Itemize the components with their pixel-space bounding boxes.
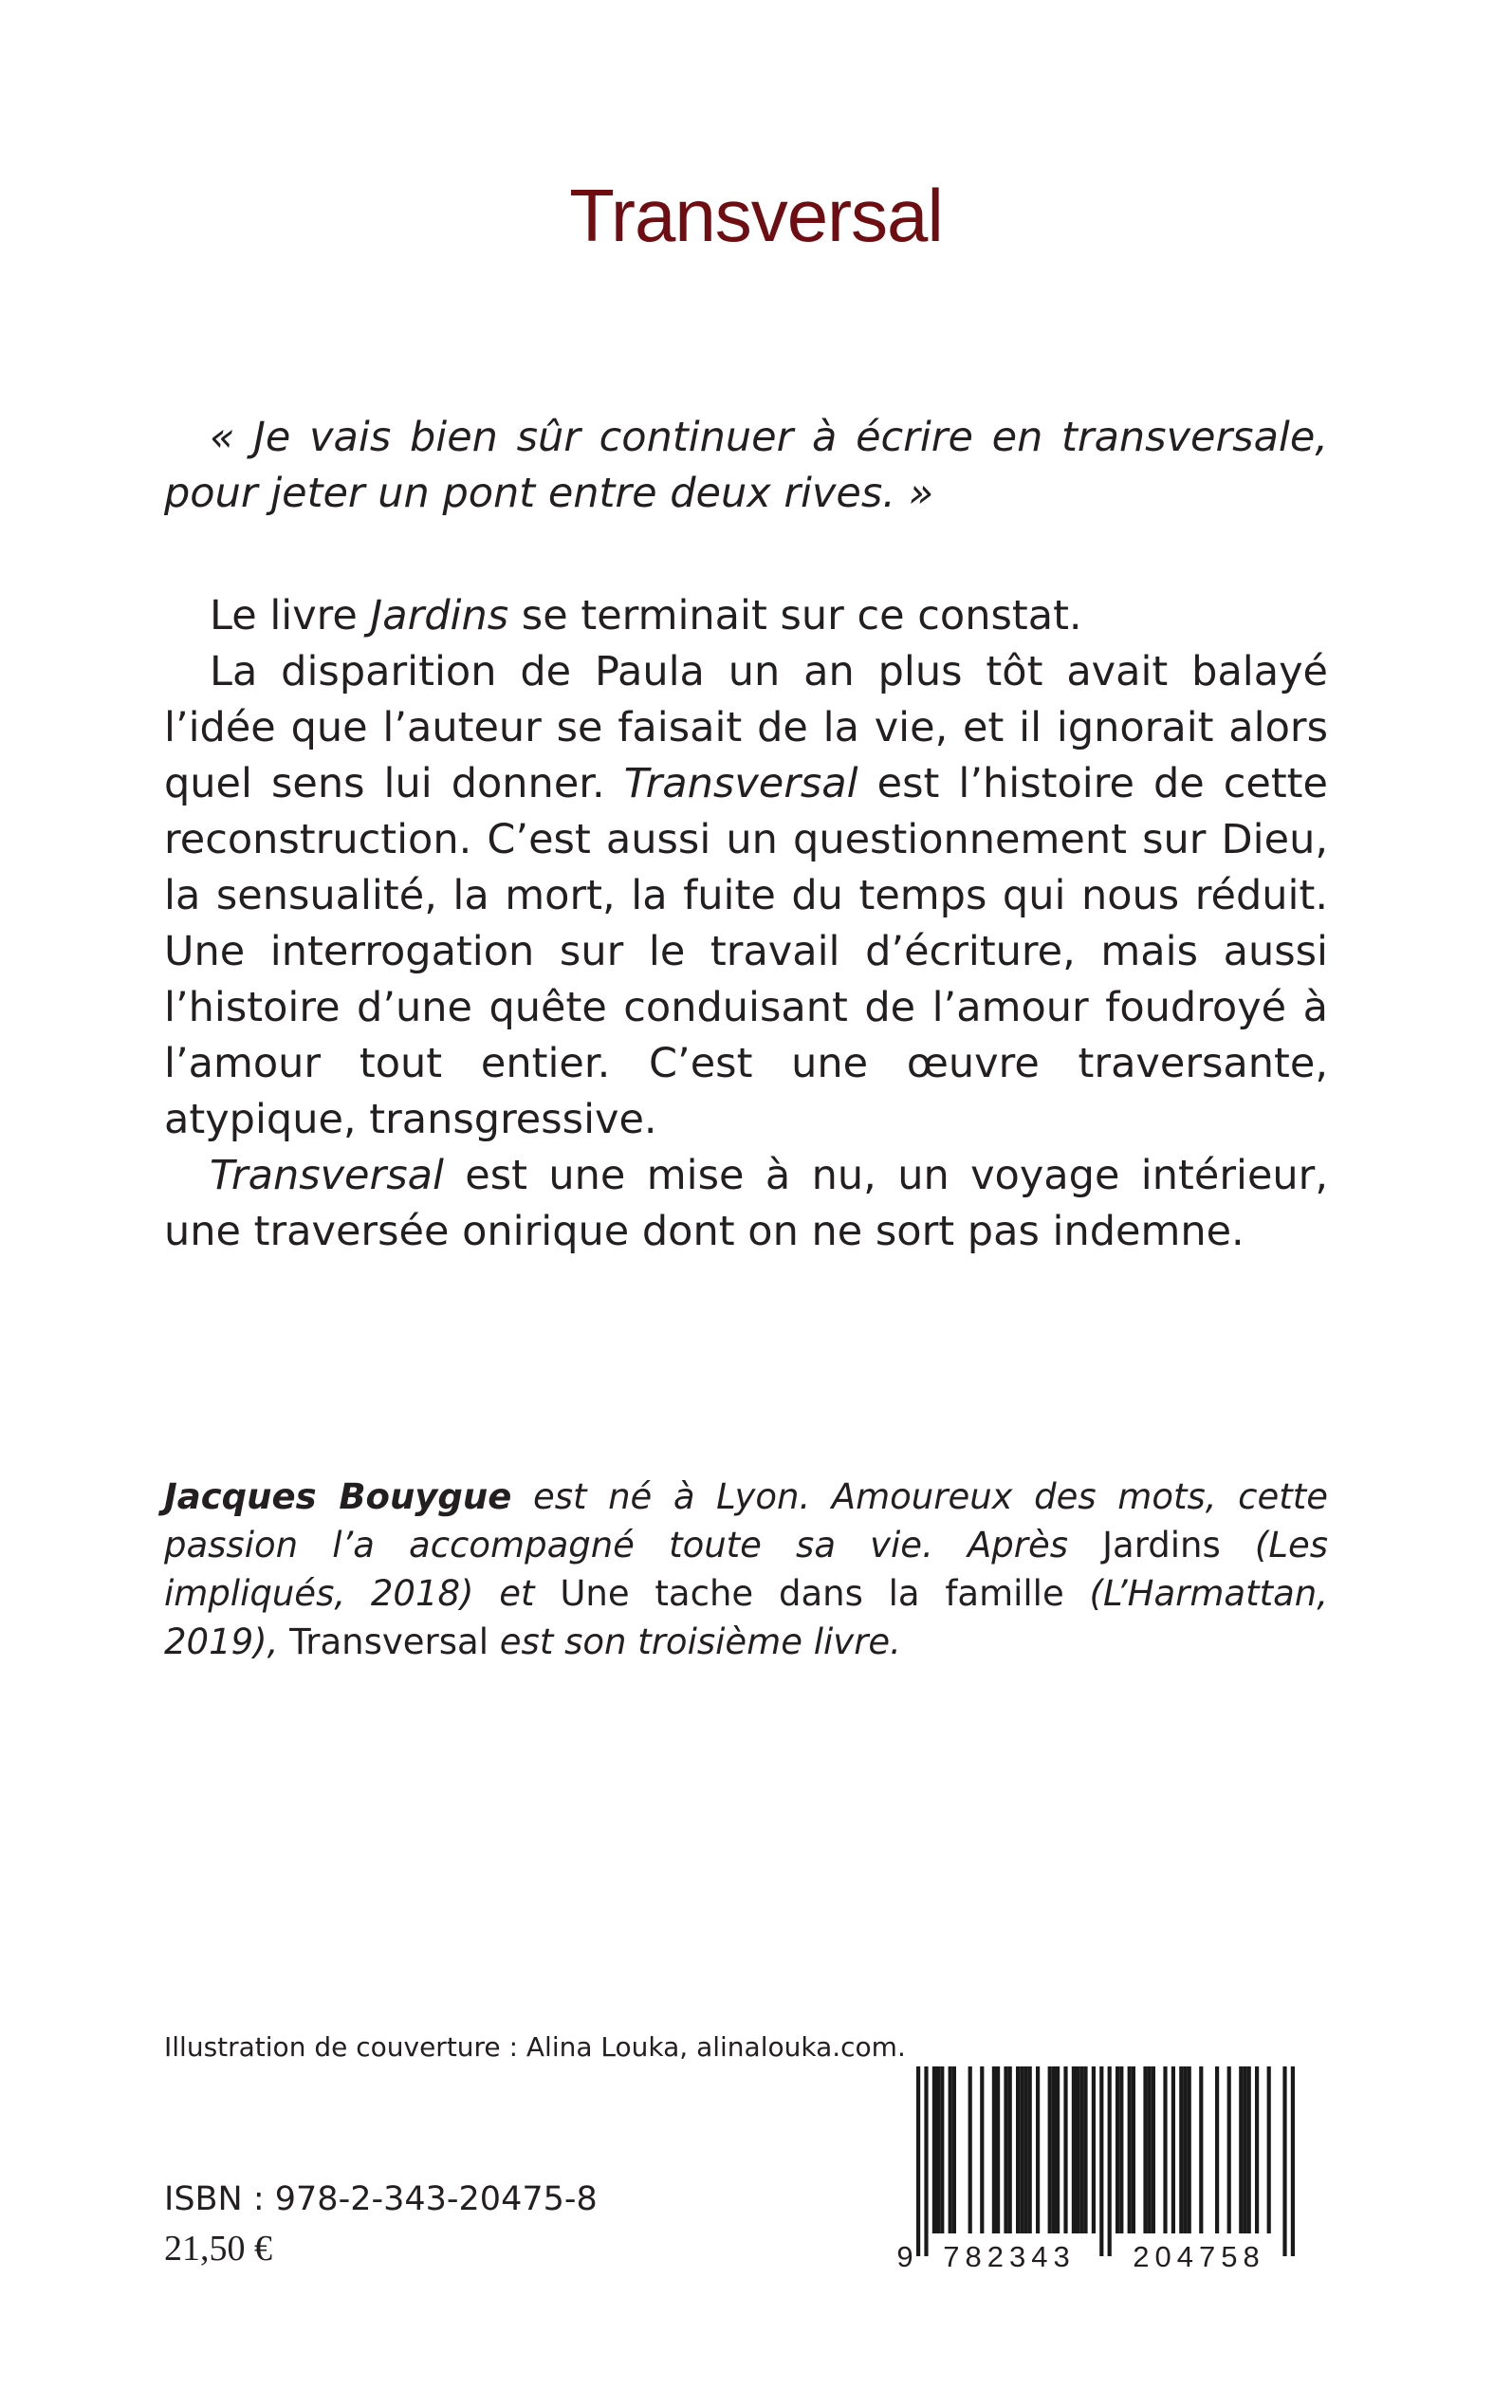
barcode-bar [1099, 2066, 1103, 2256]
barcode-bar [1282, 2066, 1286, 2256]
barcode-bar [1163, 2066, 1167, 2233]
barcode-bar [1152, 2066, 1155, 2233]
illustration-credit: Illustration de couverture : Alina Louka, alinalouka.com. [164, 2031, 906, 2063]
barcode-bar [1171, 2066, 1175, 2233]
barcode-left-digits: 782343 [943, 2240, 1076, 2271]
barcode-bar [1076, 2066, 1079, 2233]
barcode-bar [949, 2066, 952, 2233]
barcode-bar [1227, 2066, 1231, 2233]
barcode-bar [1020, 2066, 1023, 2233]
author-name: Jacques Bouygue [164, 1476, 512, 1517]
price: 21,50 € [164, 2229, 272, 2269]
barcode-bar [940, 2066, 944, 2233]
author-bio [164, 1473, 1328, 1666]
barcode-bar [1183, 2066, 1187, 2233]
barcode-bar [1016, 2066, 1020, 2233]
barcode-bar [916, 2066, 920, 2256]
barcode-bar [980, 2066, 984, 2233]
barcode-bar [924, 2066, 928, 2256]
barcode-bar [1188, 2066, 1191, 2233]
text-segment: est une mise à nu, un voyage intérieur, une traversée onirique dont on ne sort pas indemne. [164, 1152, 1328, 1255]
text-segment: est l’histoire de cette reconstruction. C’est aussi un questionnement sur Dieu, la sensualité, la mort, la fuite du temps qui nous réduit. Une interrogation sur le travail d’écriture, mais aussi l’histoire d’une quête conduisant de l’amour foudroyé à l’amour tout entier. C’est une œuvre traversante, atypique, transgressive. [164, 760, 1328, 1143]
barcode-bar [1255, 2066, 1259, 2233]
text-segment: La disparition de Paula un an plus tôt avait balayé l’idée que l’auteur se faisait de la vie, et il ignorait alors quel sens lui donner. [164, 648, 1328, 807]
barcode-bar [1008, 2066, 1012, 2233]
book-reference: Jardins [1102, 1525, 1221, 1565]
barcode-right-digits: 204758 [1133, 2240, 1265, 2271]
synopsis-paragraph-2 [164, 644, 1328, 1148]
barcode-bar [1056, 2066, 1060, 2233]
book-reference: Jardins [370, 592, 509, 639]
barcode [895, 2066, 1317, 2271]
barcode-bar [1243, 2066, 1246, 2233]
text-segment: (Les impliqués, 2018) et [164, 1525, 1328, 1614]
text-segment: (L’Harmattan, 2019), [164, 1573, 1328, 1662]
barcode-bar [1215, 2066, 1219, 2233]
synopsis-paragraph-3 [164, 1148, 1328, 1260]
barcode-bar [1267, 2066, 1271, 2233]
barcode-bar [1132, 2066, 1135, 2233]
text-segment: se terminait sur ce constat. [508, 592, 1082, 639]
barcode-first-digit: 9 [896, 2240, 913, 2271]
barcode-bar [1128, 2066, 1132, 2233]
text-segment: Le livre [210, 592, 371, 639]
barcode-graphic [895, 2066, 1317, 2271]
barcode-bar [1063, 2066, 1067, 2233]
barcode-bar [1116, 2066, 1119, 2233]
barcode-bar [932, 2066, 936, 2233]
barcode-bar [1143, 2066, 1147, 2233]
barcode-bar [1291, 2066, 1295, 2256]
barcode-bar [1048, 2066, 1052, 2233]
barcode-bar [1148, 2066, 1152, 2233]
book-reference: Transversal [210, 1152, 444, 1199]
barcode-bar [1083, 2066, 1087, 2233]
book-reference: Une tache dans la famille [560, 1573, 1064, 1614]
book-title: Transversal [569, 174, 943, 257]
barcode-bar [1247, 2066, 1251, 2233]
synopsis-paragraph-1 [164, 588, 1328, 644]
text-segment: est né à Lyon. Amoureux des mots, cette passion l’a accompagné toute sa vie. Après [164, 1476, 1329, 1565]
barcode-bar [996, 2066, 1000, 2233]
barcode-bar [1179, 2066, 1183, 2233]
book-reference: Transversal [623, 760, 858, 807]
barcode-bar [1079, 2066, 1083, 2233]
barcode-bar [952, 2066, 956, 2233]
barcode-bar [992, 2066, 996, 2233]
barcode-bar [1004, 2066, 1007, 2233]
text-segment: est son troisième livre. [489, 1621, 901, 1662]
barcode-bar [1092, 2066, 1096, 2233]
barcode-bar [936, 2066, 940, 2233]
barcode-bar [1023, 2066, 1027, 2233]
barcode-bar [1036, 2066, 1040, 2233]
barcode-bar [1239, 2066, 1243, 2233]
barcode-bar [1028, 2066, 1032, 2233]
barcode-bar [968, 2066, 972, 2233]
book-reference: Transversal [289, 1621, 489, 1662]
epigraph-quote: « Je vais bien sûr continuer à écrire en transversale, pour jeter un pont entre deux rives. » [164, 414, 1328, 517]
barcode-bar [1072, 2066, 1076, 2233]
barcode-bar [1108, 2066, 1112, 2256]
barcode-bar [1052, 2066, 1056, 2233]
barcode-bar [1199, 2066, 1203, 2233]
synopsis [164, 588, 1328, 1260]
barcode-bar [1119, 2066, 1123, 2233]
isbn: ISBN : 978-2-343-20475-8 [164, 2180, 598, 2218]
